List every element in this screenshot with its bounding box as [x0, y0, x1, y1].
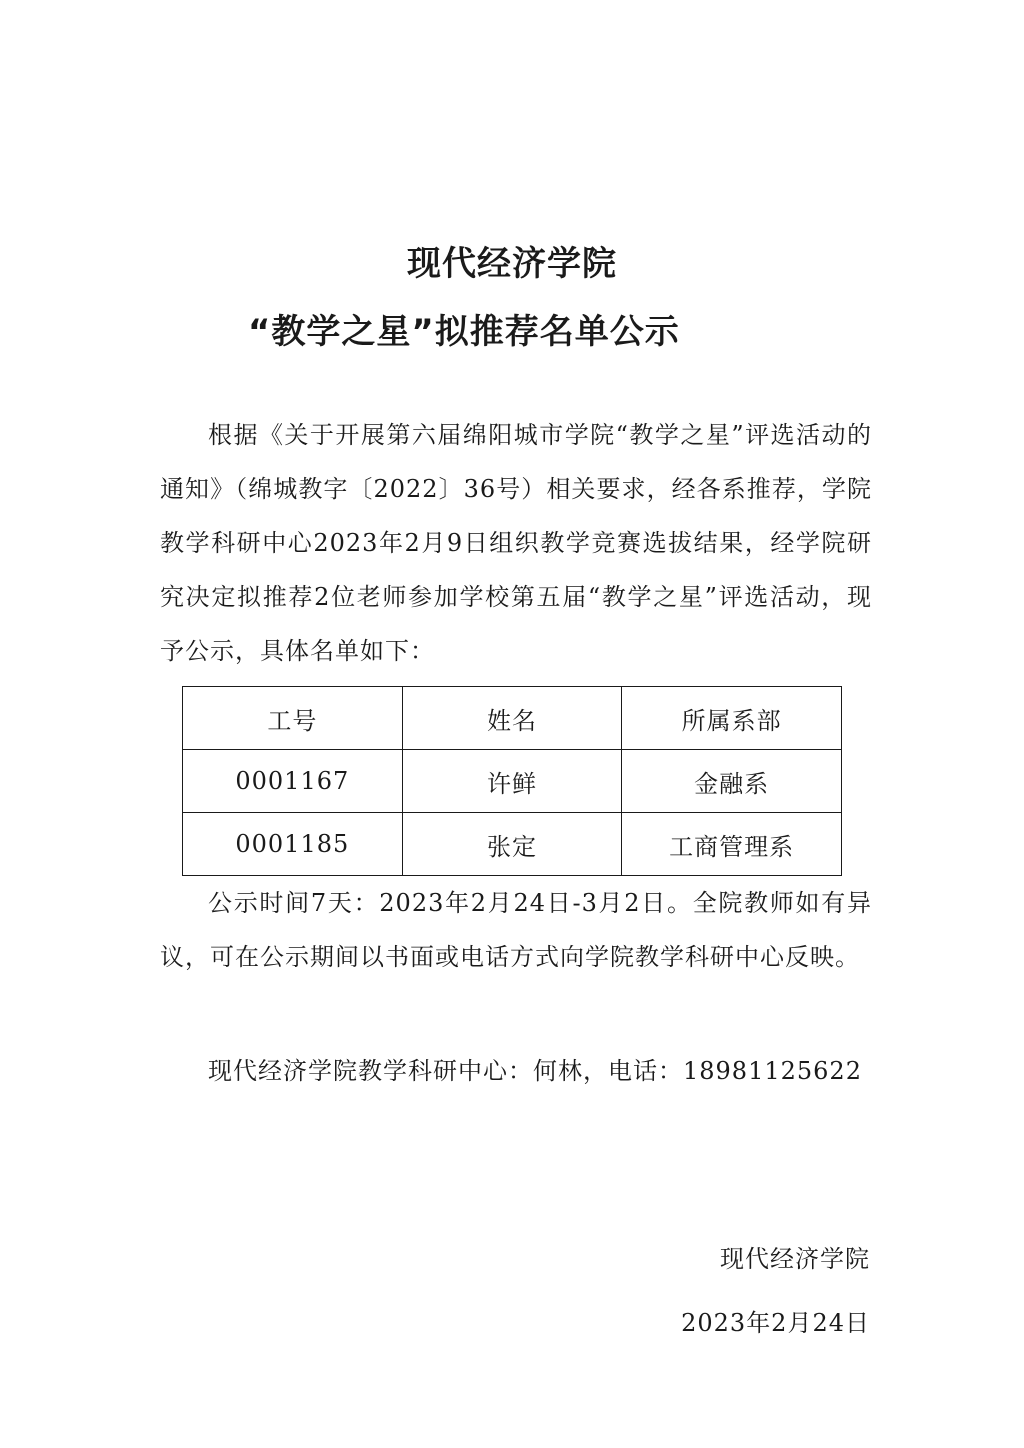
contact-line: 现代经济学院教学科研中心：何林，电话：18981125622	[208, 1057, 862, 1085]
cell-name: 张定	[402, 813, 622, 876]
column-header-department: 所属系部	[622, 687, 842, 750]
signature-organization: 现代经济学院	[720, 1245, 870, 1273]
cell-department: 工商管理系	[622, 813, 842, 876]
column-header-name: 姓名	[402, 687, 622, 750]
intro-paragraph: 根据《关于开展第六届绵阳城市学院“教学之星”评选活动的通知》（绵城教字〔2022〕36号）相关要求，经各系推荐，学院教学科研中心2023年2月9日组织教学竞赛选拔结果，经学院研究决定拟推荐2位老师参加学校第五届“教学之星”评选活动，现予公示，具体名单如下：	[160, 421, 872, 665]
signature-date: 2023年2月24日	[681, 1309, 870, 1337]
document-subtitle: “教学之星”拟推荐名单公示	[248, 312, 680, 352]
nominee-table	[182, 686, 842, 876]
table-header-row	[183, 687, 842, 750]
document-title: 现代经济学院	[407, 244, 617, 284]
cell-department: 金融系	[622, 750, 842, 813]
cell-id: 0001167	[183, 750, 403, 813]
table-row	[183, 813, 842, 876]
cell-id: 0001185	[183, 813, 403, 876]
cell-name: 许鲜	[402, 750, 622, 813]
notice-paragraph: 公示时间7天：2023年2月24日-3月2日。全院教师如有异议，可在公示期间以书面或电话方式向学院教学科研中心反映。	[160, 889, 872, 971]
column-header-id: 工号	[183, 687, 403, 750]
table-row	[183, 750, 842, 813]
